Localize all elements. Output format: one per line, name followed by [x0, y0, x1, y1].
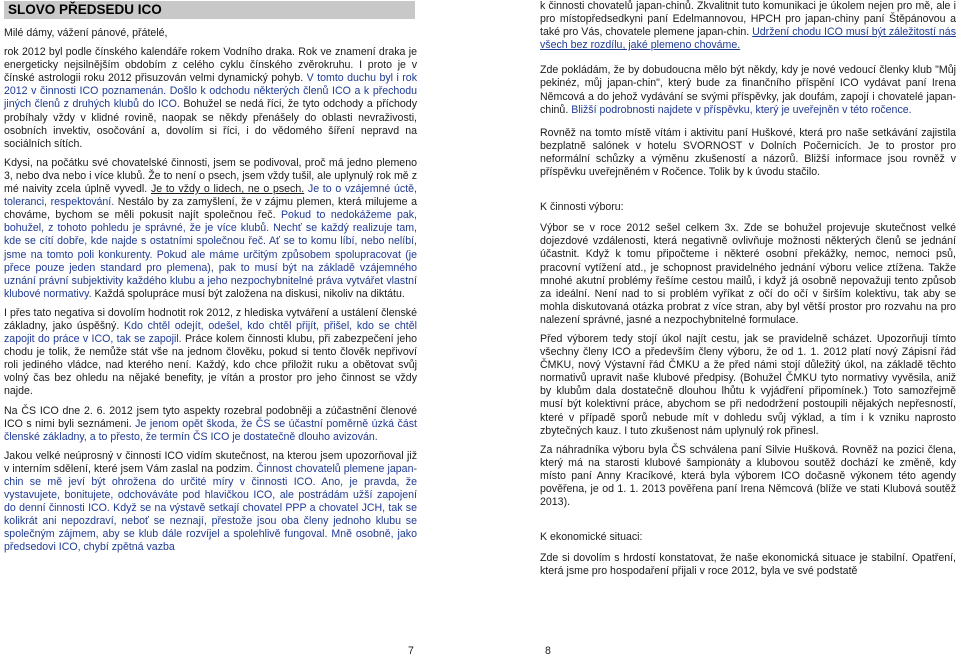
- underlined-text: Je to vždy o lidech, ne o psech.: [150, 183, 305, 196]
- economy-paragraph: Zde si dovolím s hrdostí konstatovat, že naše ekonomická situace je stabilní. Opatření, která jsme pro hospodaření přijali v roce 2012, byla ve své podstatě: [540, 552, 956, 578]
- text-blue: Kdo chtěl odejít, odešel, kdo chtěl přijít, přišel, kdo se chtěl zapojit do práce v ICO, tak se zapojil.: [4, 319, 417, 346]
- meeting-room-paragraph: Rovněž na tomto místě vítám i aktivitu paní Huškové, která pro naše setkávání zajistila bezplatně salónek v hotelu SVORNOST v Dolních Počernicích. Je to prostor pro neformální schůzky a výměnu zkušeností a názorů. Bližší informace jsou rovněž v příspěvku uveřejněném v Ročence. Tolik by k úvodu stačilo.: [540, 126, 956, 179]
- text-black: Kdysi, na počátku své chovatelské činnosti, jsem se podivoval, proč má jedno plemeno 3, nebo dva nebo i více klubů. Že to není o psech, jsem vždy tušil, ale uplynulý rok mě z mé naivity zcela úplně vyvedl.: [4, 156, 417, 196]
- section-heading-committee: K činnosti výboru:: [540, 201, 624, 214]
- evaluation-paragraph: [4, 307, 417, 399]
- text-black: Práce kolem činnosti klubu, při zabezpečení jeho chodu je tolik, že nemůže stát vše na jednom člověku, pokud si tento člověk nepřivoví roli jediného vládce, nad kterého není. Každý, kdo chce přiložit ruku a obětovat svůj volný čas bez ohledu na nějaké benefity, je vítán a prostor pro jeho činnost se vždy najde.: [4, 333, 417, 398]
- text-blue: Pokud to nedokážeme pak, bohužel, z tohoto pohledu je správné, že je více klubů. Nechť se každý realizuje tam, kde se cítí dobře, kde najde s ostatními společnou řeč. Ať se to komu líbí, nebo nelíbí, jsme na tomto poli konkurenty. Pokud ale máme určitým způsobem spolupracovat (je přece pouze jeden standard pro plemena), pak to musí být na základě vzájemného uznání právní subjektivity každého klubu a jeho nezpochybnitelné práva vytvářet vlastní klubové normativy.: [4, 209, 417, 300]
- text-black: Na ČS ICO dne 2. 6. 2012 jsem tyto aspekty rozebral podobněji a zúčastnění členové ICO s nimi byli seznámeni.: [4, 404, 417, 430]
- greeting: Milé dámy, vážení pánové, přátelé,: [4, 27, 168, 39]
- text-black: Bohužel se nedá říci, že tyto odchody a příchody probíhaly vždy v klidné rovině, naopak se někdy přenášely do oblasti nevraživosti, osobních invektiv, osočování a, dovolím si říci, i do vědomého šíření nepravd na sociálních sítích.: [4, 98, 417, 150]
- magazine-paragraph: [540, 64, 956, 116]
- text-black: Každá spolupráce musí být založena na diskusi, nikoliv na diktátu.: [91, 287, 405, 300]
- right-page: [540, 0, 956, 584]
- text-blue: Bližší podrobnosti najdete v příspěvku, který je uveřejněn v této ročence.: [568, 103, 912, 116]
- page-number-left: 7: [408, 645, 414, 657]
- text-black: rok 2012 byl podle čínského kalendáře rokem Vodního draka. Rok ve znamení draka je energeticky nejsilnějším obdobím z celého cyklu čínského zvěrokruhu. I proto je v čínské astrologii roku 2012 přisuzován velmi dynamický pohyb.: [4, 46, 417, 85]
- substitute-paragraph: Za náhradníka výboru byla ČS schválena paní Silvie Hušková. Rovněž na pozici člena, který má na starosti klubové šampionáty a klubovou soutěž dochází ke změně, kdy místo paní Anny Kracíkové, která byla výborem ICO dočasně výkonem této agendy pověřena, je od 1. 1. 2013 pověřena paní Irena Němcová (blíže ve stati Klubová soutěž 2013).: [540, 443, 956, 509]
- page-number-right: 8: [545, 645, 551, 657]
- text-blue: Je to o vzájemné úctě, toleranci, respektování.: [4, 183, 417, 209]
- left-page: [4, 0, 417, 561]
- text-blue: Je jenom opět škoda, že ČS se účastní poměrně úzká část členské základny, a to přesto, že termín ČS ICO je dostatečně dlouho avizován.: [4, 417, 417, 443]
- text-black: Zde pokládám, že by dobudoucna mělo být někdy, kdy je nové vedoucí členky klub "Můj pekinéz, můj japan-chin", který bude za finančního příspění ICO vydávat paní Irena Němcová a do jehož vydávání se svými příspěvky, jak doufám, zapojí i chovatelé japan-chinů.: [540, 64, 956, 116]
- text-black: k činnosti chovatelů japan-chinů. Zkvalitnit tuto komunikaci je úkolem nejen pro mě, ale i pro místopředsedkyni paní Edelmannovou, HPCH pro japan-chiny paní Štěpánovou a také pro Vás, chovatele plemene japan-chin.: [540, 0, 956, 39]
- intro-paragraph: [4, 46, 417, 151]
- text-black: I přes tato negativa si dovolím hodnotit rok 2012, z hlediska vytváření a ustálení členské základny, jako úspěšný.: [4, 306, 417, 332]
- text-blue: Činnost chovatelů plemene japan-chin se mě jeví být ohrožena do určité míry v činnosti ICO. Ano, je pravda, že vystavujete, bonitujete, odchováváte pod hlavičkou ICO, ale postrádám užší zapojení do denní činnosti ICO. Když se na výstavě setkají chovatel PPP a chovatel JCH, tak se kolikrát ani nepozdraví, neboť se neznají, přestože jsou oba členy jednoho klubu se společným zájmem, aby se klub dále rozvíjel a spolehlivě fungoval. Mně osobně, jako předsedovi ICO, chybí zpětná vazba: [4, 462, 417, 554]
- meeting-paragraph: [4, 405, 417, 444]
- text-blue: V tomto duchu byl i rok 2012 v činnosti ICO poznamenán. Došlo k odchodu některých členů ICO a k přechodu jiných členů z druhých klubů do ICO.: [4, 72, 417, 111]
- communication-paragraph: [540, 0, 956, 52]
- clubs-paragraph: [4, 157, 417, 301]
- text-black: Nestálo by za zamyšlení, že v zájmu plemen, která milujeme a chováme, bychom se měli pokusit najít společnou řeč.: [4, 196, 417, 222]
- page-title: SLOVO PŘEDSEDU ICO: [4, 1, 415, 19]
- regulations-paragraph: Před výborem tedy stojí úkol najít cestu, jak se pravidelně scházet. Upozorňuji tímto všechny členy ICO a především členy výboru, že od 1. 1. 2012 platí nový Zápisní řád ČMKU, nový Výstavní řád ČMKU a že před námi stojí důležitý úkol, na základě těchto normativů upravit naše klubové předpisy. (Bohužel ČMKU tyto normativy vyvěsila, aniž by klubům dala dostatečně dlouhou lhůtu k vyjádření připomínek.) Toto samozřejmě musí být kolektivní práce, abychom se při nedodržení postoupili nějakých nepřesností, které v případě sporů nebude mít v dohledu svůj výklad, a tím i k vzniku naprosto zbytečných kauz. I tuto zkušenost nám uplynulý rok přinesl.: [540, 332, 956, 437]
- committee-paragraph: Výbor se v roce 2012 sešel celkem 3x. Zde se bohužel projevuje skutečnost velké dojezdové vzdálenosti, která negativně ovlivňuje možnosti některých členů se jednání účastnit. Když k tomu připočteme i některé osobní překážky, nemoc, nemoci psů, pracovní vytížení atd., je schopnost pravidelného jednání výboru velice ztížena. Takže mnohé akutní problémy řešíme cestou mailů, i když já osobně nepovažuji tento způsob za ideální. Není nad to si problém vyříkat z očí do očí v širším kolektivu, tak aby se mohla diskutovaná otázka probrat z více stran, aby byl větší prostor pro rozvahu na pro nalezení správné, jasné a nezpochybnitelné formulace.: [540, 222, 956, 326]
- underlined-text: Udržení chodu ICO musí být záležitostí nás všech bez rozdílu, jaké plemeno chováme.: [540, 26, 956, 52]
- section-heading-economy: K ekonomické situaci:: [540, 531, 643, 544]
- japan-chin-paragraph: [4, 450, 417, 555]
- text-black: Jakou velké neúprosný v činnosti ICO vidím skutečnost, na kterou jsem upozorňoval již v interním sdělení, které jsem Vám zaslal na podzim.: [4, 449, 417, 475]
